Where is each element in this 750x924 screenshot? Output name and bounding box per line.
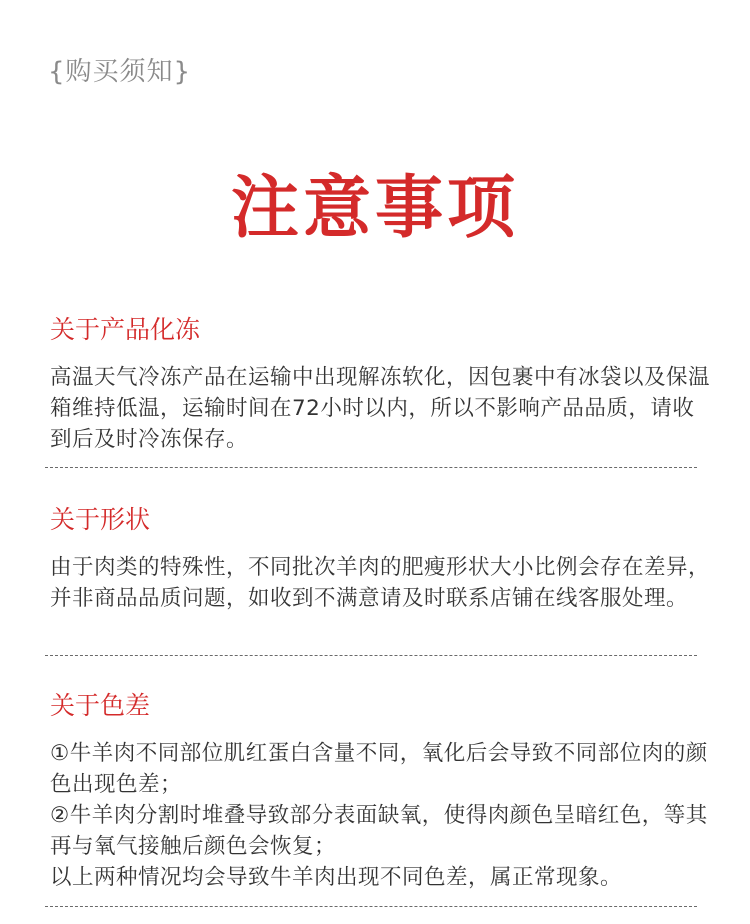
section-product-thawing	[50, 312, 710, 455]
section-paragraph: 由于肉类的特殊性，不同批次羊肉的肥瘦形状大小比例会存在差异，并非商品品质问题，如收到不满意请及时联系店铺在线客服处理。	[50, 555, 711, 611]
notice-label: {购买须知}	[48, 57, 192, 87]
section-paragraph: 高温天气冷冻产品在运输中出现解冻软化，因包裹中有冰袋以及保温箱维持低温，运输时间在72小时以内，所以不影响产品品质，请收到后及时冷冻保存。	[50, 365, 711, 452]
section-paragraph: ②牛羊肉分割时堆叠导致部分表面缺氧，使得肉颜色呈暗红色，等其再与氧气接触后颜色会恢复；	[50, 803, 708, 859]
section-heading: 关于色差	[50, 691, 151, 720]
section-paragraph: 以上两种情况均会导致牛羊肉出现不同色差，属正常现象。	[50, 865, 623, 890]
section-heading: 关于形状	[50, 505, 151, 534]
dashed-divider	[45, 906, 697, 907]
dashed-divider	[45, 655, 697, 656]
section-body	[50, 738, 710, 893]
section-heading: 关于产品化冻	[50, 315, 201, 344]
section-color-difference	[50, 688, 710, 893]
section-body	[50, 552, 710, 614]
section-paragraph: ①牛羊肉不同部位肌红蛋白含量不同，氧化后会导致不同部位肉的颜色出现色差；	[50, 741, 708, 797]
section-shape	[50, 502, 710, 614]
section-body	[50, 362, 710, 455]
page-title: 注意事项	[230, 168, 519, 248]
dashed-divider	[45, 467, 697, 468]
